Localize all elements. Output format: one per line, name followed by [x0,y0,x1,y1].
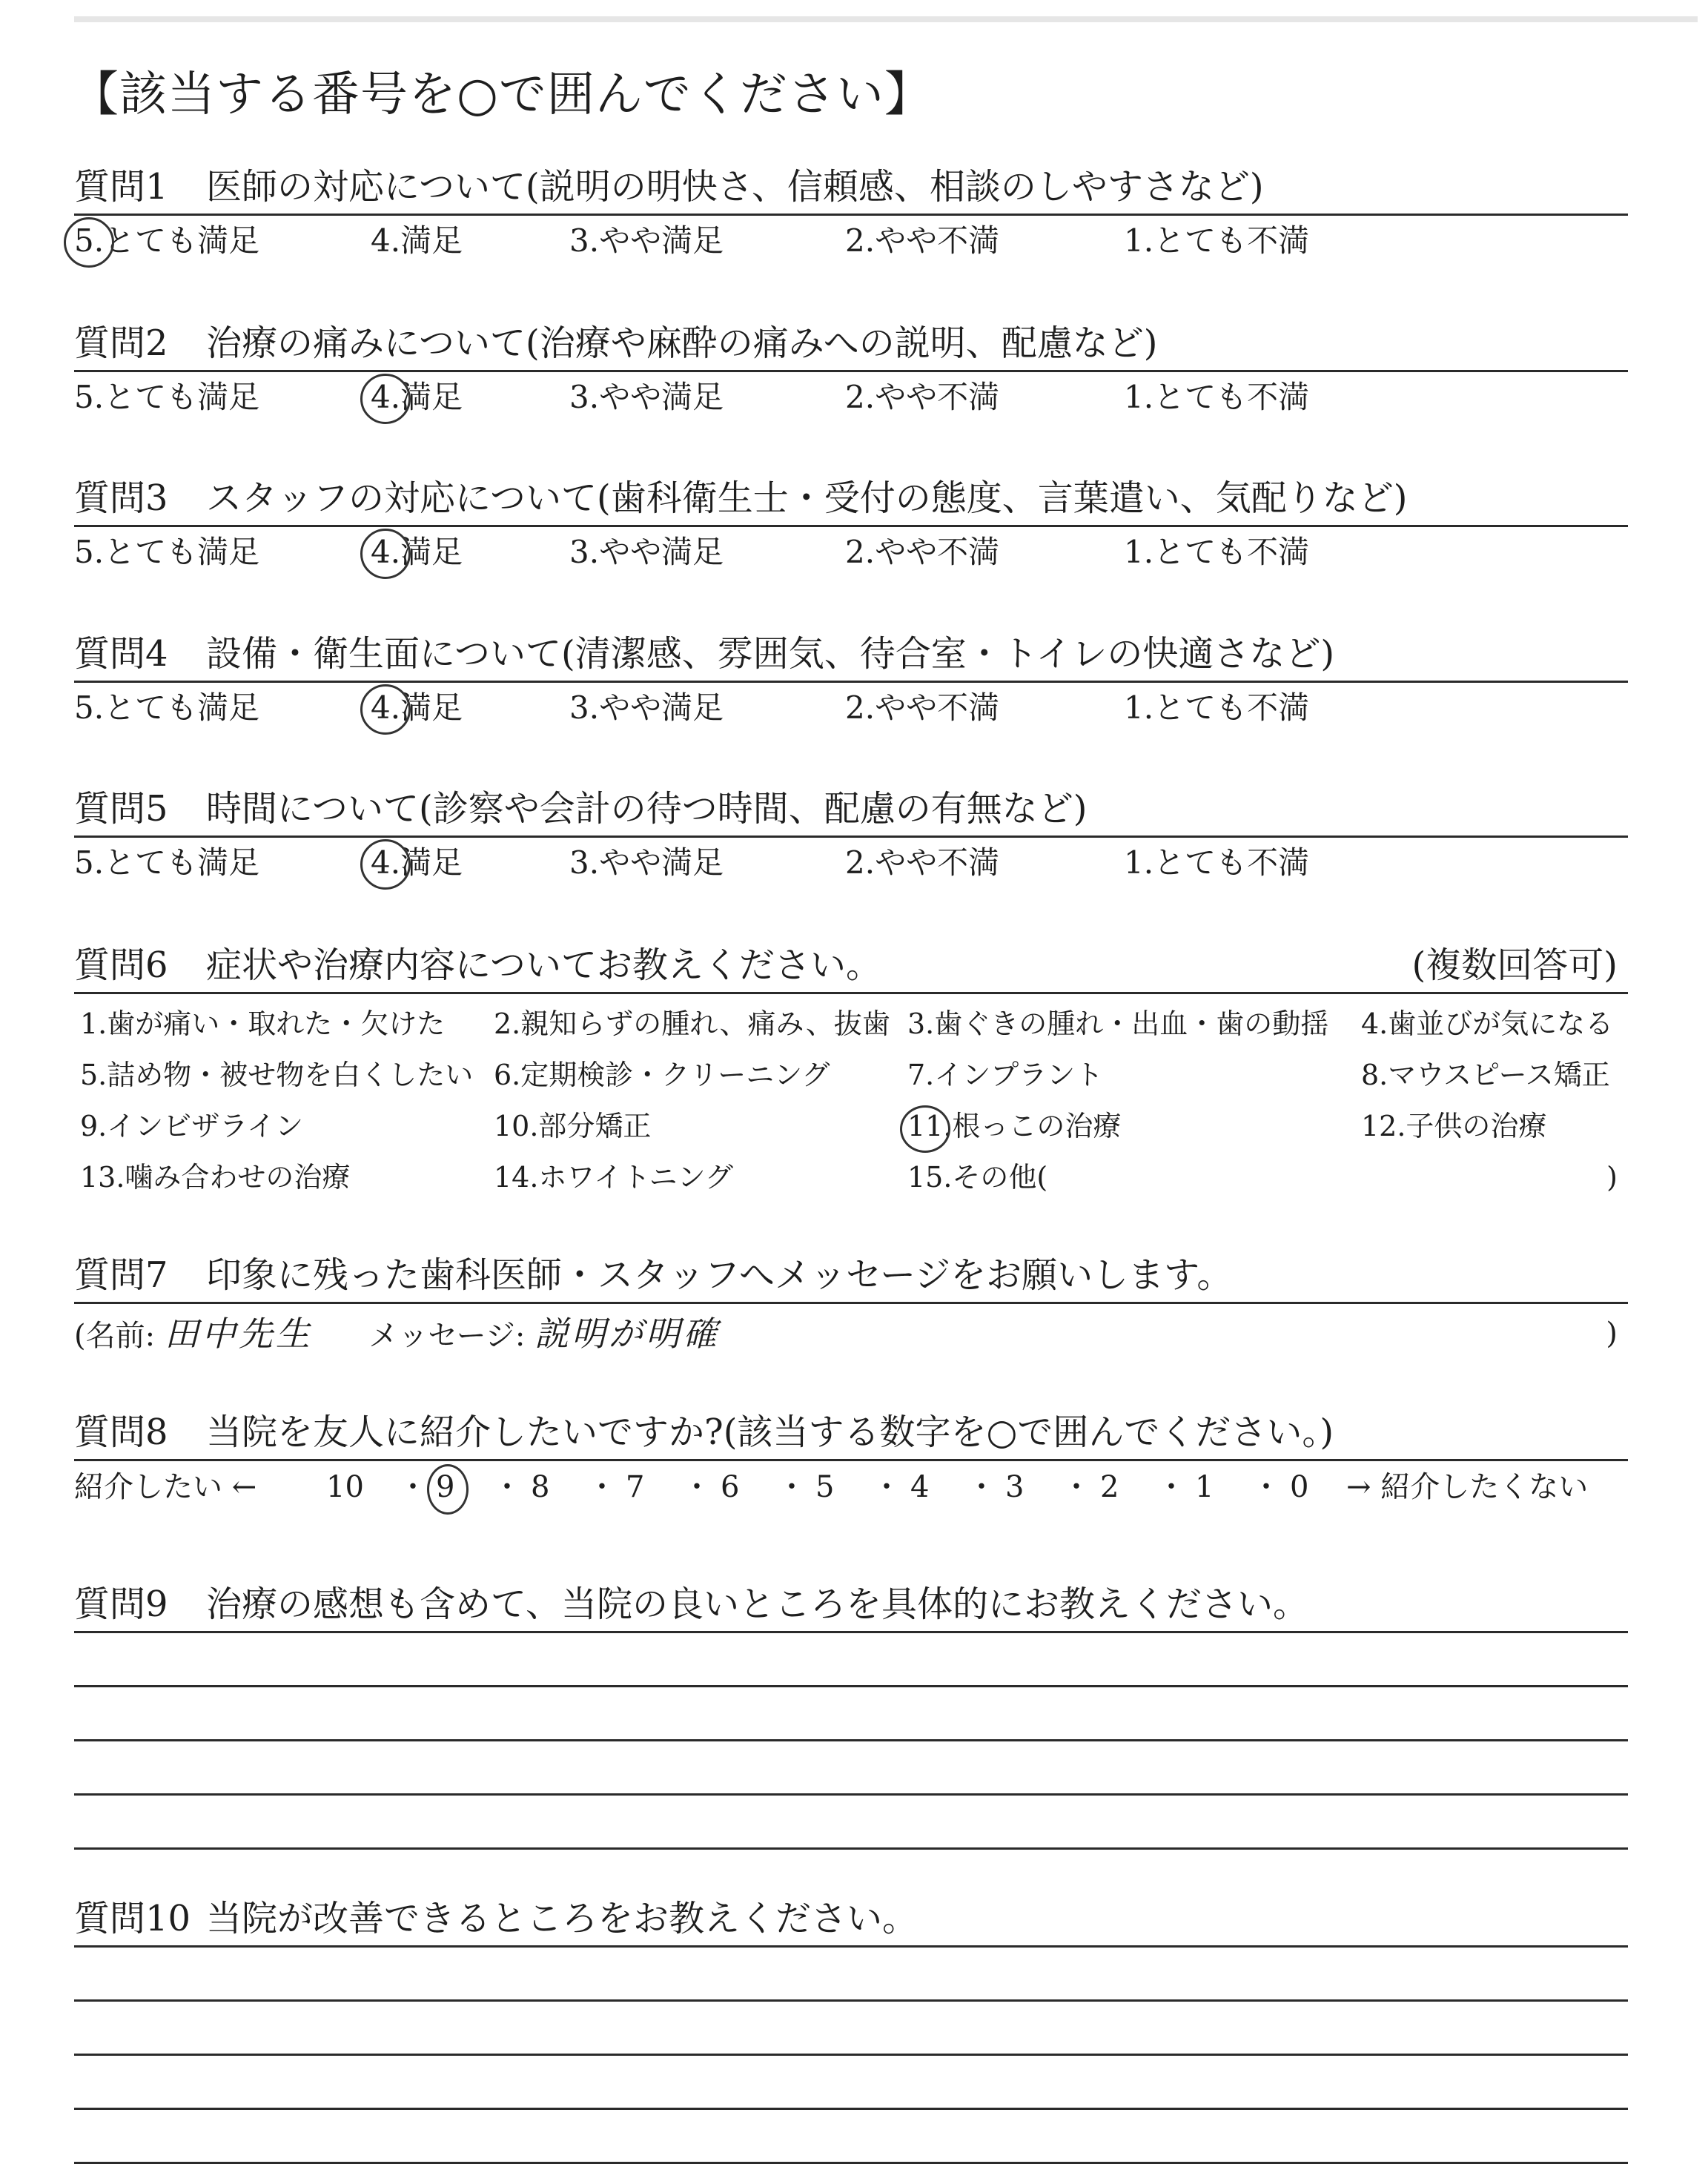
answer-line[interactable] [74,1796,1628,1850]
answer-line[interactable] [74,1687,1628,1741]
symptom-option-6[interactable]: 6.定期検診・クリーニング [494,1059,830,1091]
recommend-scale [74,1461,1628,1513]
answer-line[interactable] [74,1633,1628,1687]
symptom-option-2[interactable]: 2.親知らずの腫れ、痛み、抜歯 [494,1007,890,1040]
scale-separator: ・ [682,1470,712,1504]
rating-option-3[interactable]: 3.やや満足 [569,844,724,881]
scale-separator: ・ [492,1470,522,1504]
question-number: 質問3 [74,477,168,519]
scale-right-label: → 紹介したくない [1346,1470,1589,1504]
symptom-option-4[interactable]: 4.歯並びが気になる [1361,1007,1614,1040]
symptom-option-1[interactable]: 1.歯が痛い・取れた・欠けた [80,1007,446,1040]
option-row [74,1050,1628,1101]
rating-option-4[interactable]: 4.満足 [371,527,463,578]
symptom-option-10[interactable]: 10.部分矯正 [494,1110,652,1142]
question-text: 設備・衛生面について(清潔感、雰囲気、待合室・トイレの快適さなど) [206,633,1335,675]
top-border [74,16,1698,22]
scale-left-label: 紹介したい ← [74,1470,257,1504]
rating-options [74,216,1628,266]
scale-option-3[interactable]: 3 [1005,1470,1025,1504]
answer-line[interactable] [74,2110,1628,2164]
rating-option-5[interactable]: 5.とても満足 [74,844,260,881]
question-3-title [74,471,1628,527]
question-4 [74,627,1628,733]
symptom-option-12[interactable]: 12.子供の治療 [1361,1110,1547,1142]
question-6-title [74,939,1628,994]
rating-option-1[interactable]: 1.とても不満 [1124,689,1310,726]
scale-option-6[interactable]: 6 [721,1470,740,1504]
rating-option-2[interactable]: 2.やや不満 [845,222,1000,259]
symptom-option-3[interactable]: 3.歯ぐきの腫れ・出血・歯の動揺 [907,1007,1329,1040]
scale-option-4[interactable]: 4 [910,1470,930,1504]
question-7-title [74,1248,1628,1304]
name-label: (名前: [74,1319,156,1353]
rating-option-2[interactable]: 2.やや不満 [845,844,1000,881]
question-6 [74,939,1628,1203]
rating-options [74,683,1628,733]
symptom-option-7[interactable]: 7.インプラント [907,1059,1104,1091]
scale-option-5[interactable]: 5 [815,1470,835,1504]
rating-option-1[interactable]: 1.とても不満 [1124,379,1310,415]
scale-option-8[interactable]: 8 [531,1470,550,1504]
question-number: 質問1 [74,166,168,208]
symptom-option-11[interactable]: 11.根っこの治療 [907,1101,1121,1152]
scale-separator: ・ [872,1470,901,1504]
symptom-option-8[interactable]: 8.マウスピース矯正 [1361,1059,1610,1091]
option-row [74,1152,1628,1203]
rating-option-2[interactable]: 2.やや不満 [845,689,1000,726]
answer-line[interactable] [74,1741,1628,1796]
question-3 [74,471,1628,578]
rating-option-5[interactable]: 5.とても満足 [74,689,260,726]
rating-option-1[interactable]: 1.とても不満 [1124,844,1310,881]
rating-option-4[interactable]: 4.満足 [371,372,463,423]
rating-option-5[interactable]: 5.とても満足 [74,534,260,570]
question-7 [74,1248,1628,1363]
rating-option-4[interactable]: 4.満足 [371,838,463,888]
question-number: 質問10 [74,1898,191,1939]
rating-option-2[interactable]: 2.やや不満 [845,379,1000,415]
scale-option-10[interactable]: 10 [326,1470,364,1504]
question-text: 当院が改善できるところをお教えください。 [206,1898,918,1939]
rating-option-4[interactable]: 4.満足 [371,683,463,733]
question-text: 治療の感想も含めて、当院の良いところを具体的にお教えください。 [206,1584,1309,1625]
symptom-option-14[interactable]: 14.ホワイトニング [494,1161,734,1194]
question-text: 当院を友人に紹介したいですか?(該当する数字を○で囲んでください。) [206,1412,1334,1453]
question-text: 時間について(診察や会計の待つ時間、配慮の有無など) [206,788,1088,830]
question-number: 質問2 [74,322,168,364]
scale-option-7[interactable]: 7 [626,1470,645,1504]
question-2 [74,317,1628,423]
question-text: 症状や治療内容についてお教えください。 [206,944,882,986]
option-row [74,999,1628,1050]
question-number: 質問5 [74,788,168,830]
question-text: 治療の痛みについて(治療や麻酔の痛みへの説明、配慮など) [206,322,1158,364]
question-10-title [74,1892,1628,1948]
question-1 [74,160,1628,266]
answer-line[interactable] [74,2056,1628,2110]
question-5 [74,782,1628,888]
question-number: 質問9 [74,1584,168,1625]
question-8-title [74,1406,1628,1461]
question-text: 医師の対応について(説明の明快さ、信頼感、相談のしやすさなど) [206,166,1264,208]
symptom-option-15[interactable]: 15.その他( [907,1161,1048,1194]
scale-option-1[interactable]: 1 [1195,1470,1214,1504]
other-close-paren: ) [1606,1161,1618,1194]
scale-separator: ・ [777,1470,807,1504]
question-text: スタッフの対応について(歯科衛生士・受付の態度、言葉遣い、気配りなど) [206,477,1408,519]
rating-option-3[interactable]: 3.やや満足 [569,689,724,726]
rating-option-1[interactable]: 1.とても不満 [1124,534,1310,570]
rating-option-2[interactable]: 2.やや不満 [845,534,1000,570]
question-8 [74,1406,1628,1513]
question-5-title [74,782,1628,838]
question-4-title [74,627,1628,683]
rating-options [74,372,1628,423]
answer-line[interactable] [74,2002,1628,2056]
rating-option-1[interactable]: 1.とても不満 [1124,222,1310,259]
scale-separator: ・ [967,1470,996,1504]
question-9 [74,1578,1628,1850]
page-title: 【該当する番号を○で囲んでください】 [71,67,933,122]
question-number: 質問7 [74,1254,168,1296]
rating-options [74,527,1628,578]
scale-separator: ・ [398,1470,428,1504]
scale-separator: ・ [1156,1470,1186,1504]
scale-option-2[interactable]: 2 [1100,1470,1119,1504]
rating-option-3[interactable]: 3.やや満足 [569,534,724,570]
name-field[interactable]: 田中先生 [164,1314,313,1354]
question-number: 質問8 [74,1412,168,1453]
question-1-title [74,160,1628,216]
option-row [74,1101,1628,1152]
scale-separator: ・ [587,1470,617,1504]
symptom-option-13[interactable]: 13.噛み合わせの治療 [80,1161,351,1194]
symptom-option-9[interactable]: 9.インビザライン [80,1110,304,1142]
question-9-title [74,1578,1628,1633]
message-row [74,1304,1628,1363]
question-text: 印象に残った歯科医師・スタッフへメッセージをお願いします。 [206,1254,1233,1296]
question-2-title [74,317,1628,372]
rating-option-3[interactable]: 3.やや満足 [569,379,724,415]
rating-option-5[interactable]: 5.とても満足 [74,379,260,415]
scale-separator: ・ [1251,1470,1281,1504]
rating-option-4[interactable]: 4.満足 [371,222,463,259]
rating-options [74,838,1628,888]
question-10 [74,1892,1628,2164]
message-label: メッセージ: [368,1319,526,1353]
rating-option-3[interactable]: 3.やや満足 [569,222,724,259]
multiple-answers-note: (複数回答可) [1411,944,1618,986]
message-close-paren: ) [1606,1317,1618,1351]
rating-option-5[interactable]: 5.とても満足 [74,216,259,266]
question-number: 質問6 [74,944,168,986]
scale-option-9[interactable]: 9 [436,1461,454,1513]
symptom-option-5[interactable]: 5.詰め物・被せ物を白くしたい [80,1059,474,1091]
answer-line[interactable] [74,1948,1628,2002]
scale-separator: ・ [1062,1470,1091,1504]
scale-option-0[interactable]: 0 [1290,1470,1309,1504]
question-number: 質問4 [74,633,168,675]
message-field[interactable]: 説明が明確 [534,1314,721,1354]
